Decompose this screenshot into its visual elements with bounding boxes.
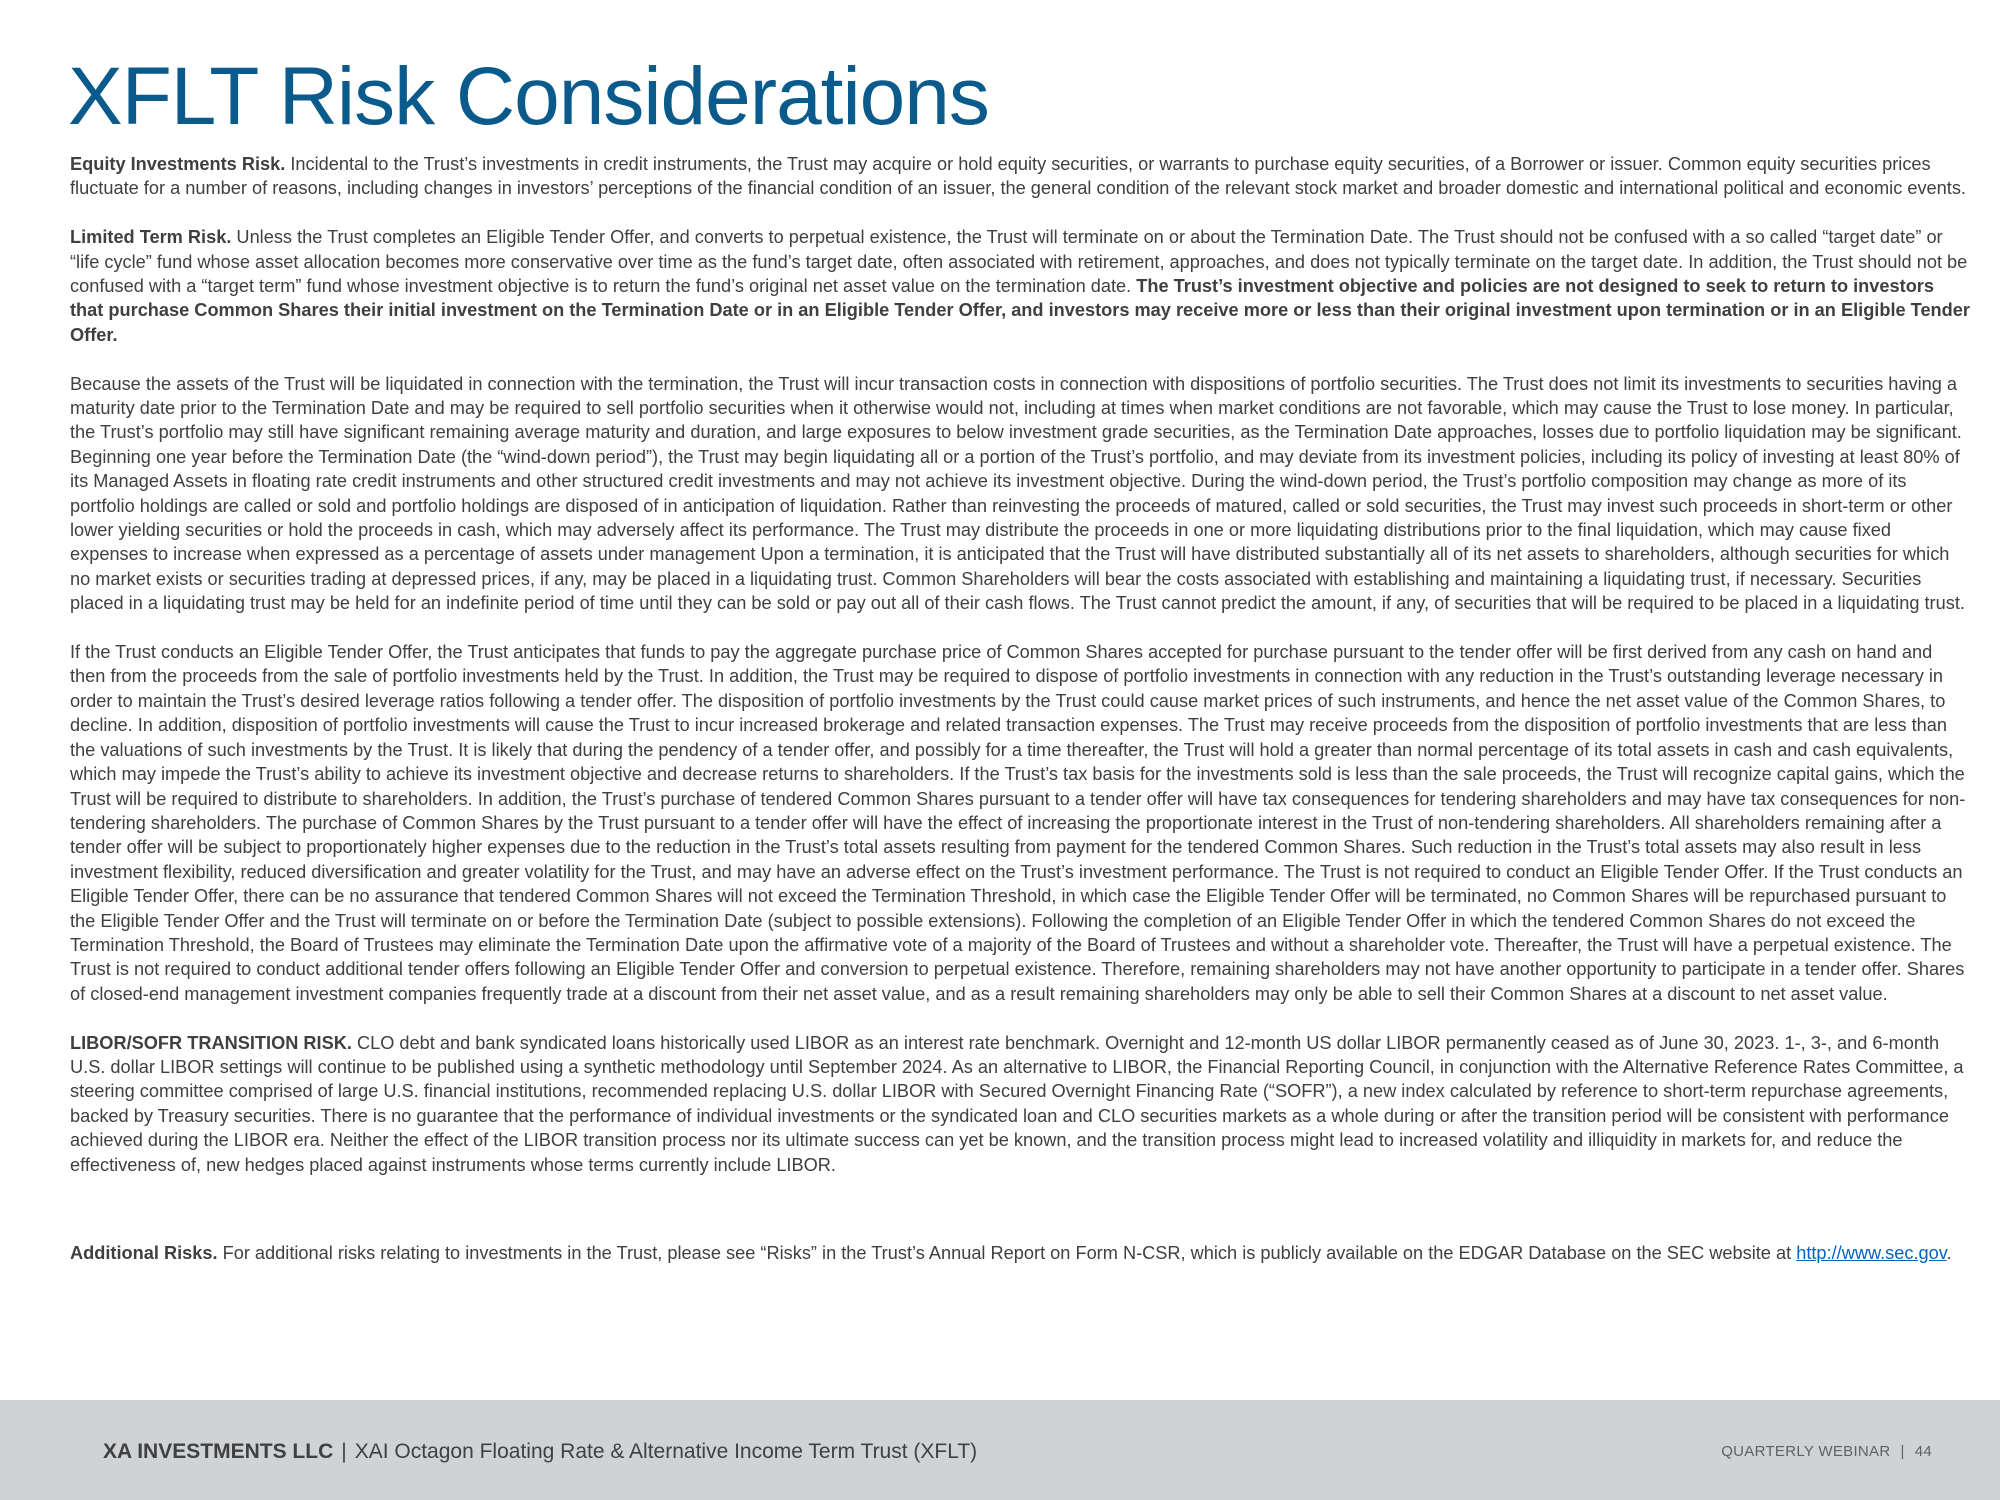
footer-bar bbox=[0, 1400, 2000, 1500]
section-text: For additional risks relating to investments in the Trust, please see “Risks” in the Trust’s Annual Report on Form N-CSR, which is publicly available on the EDGAR Database on the SEC website at bbox=[217, 1243, 1797, 1263]
page-number: 44 bbox=[1914, 1443, 1932, 1460]
libor-sofr-transition-risk bbox=[70, 1031, 1970, 1177]
tender-offer-paragraph bbox=[70, 640, 1970, 1006]
limited-term-risk bbox=[70, 225, 1970, 347]
sec-website-link[interactable]: http://www.sec.gov bbox=[1796, 1243, 1947, 1263]
section-text: Because the assets of the Trust will be liquidated in connection with the termination, the Trust will incur transaction costs in connection with dispositions of portfolio securities. The Trust does not limit its investments to securities having a maturity date prior to the Termination Date and may be required to sell portfolio securities when it otherwise would not, including at times when market conditions are not favorable, which may cause the Trust to lose money. In particular, the Trust’s portfolio may still have significant remaining average maturity and duration, and large exposures to below investment grade securities, as the Termination Date approaches, losses due to portfolio liquidation may be significant. Beginning one year before the Termination Date (the “wind-down period”), the Trust may begin liquidating all or a portion of the Trust’s portfolio, and may deviate from its investment policies, including its policy of investing at least 80% of its Managed Assets in floating rate credit instruments and other structured credit investments and may not achieve its investment objective. During the wind-down period, the Trust’s portfolio composition may change as more of its portfolio holdings are called or sold and portfolio holdings are disposed of in anticipation of liquidation. Rather than reinvesting the proceeds of matured, called or sold securities, the Trust may invest such proceeds in short-term or other lower yielding securities or hold the proceeds in cash, which may adversely affect its performance. The Trust may distribute the proceeds in one or more liquidating distributions prior to the final liquidation, which may cause fixed expenses to increase when expressed as a percentage of assets under management Upon a termination, it is anticipated that the Trust will have distributed substantially all of its net assets to shareholders, although securities for which no market exists or securities trading at depressed prices, if any, may be placed in a liquidating trust. Common Shareholders will bear the costs associated with establishing and maintaining a liquidating trust, if necessary. Securities placed in a liquidating trust may be held for an indefinite period of time until they can be sold or pay out all of their cash flows. The Trust cannot predict the amount, if any, of securities that will be required to be placed in a liquidating trust. bbox=[70, 373, 1965, 614]
footer-webinar-label: QUARTERLY WEBINAR bbox=[1721, 1443, 1891, 1460]
footer-page-separator: | bbox=[1900, 1443, 1905, 1460]
section-text: Unless the Trust completes an Eligible Tender Offer, and converts to perpetual existence, the Trust will terminate on or about the Termination Date. The Trust should not be confused with a so called “target date” or “life cycle” fund whose asset allocation becomes more conservative over time as the fund’s target date, often associated with retirement, approaches, and does not typically terminate on the target date. In addition, the Trust should not be confused with a “target term” fund whose investment objective is to return the fund’s original net asset value on the termination date. bbox=[70, 227, 1968, 297]
footer-separator: | bbox=[341, 1440, 347, 1463]
footer-left bbox=[103, 1440, 977, 1464]
section-text: Incidental to the Trust’s investments in credit instruments, the Trust may acquire or hold equity securities, or warrants to purchase equity securities, of a Borrower or issuer. Common equity securities prices fluctuate for a number of reasons, including changes in investors’ perceptions of the financial condition of an issuer, the general condition of the relevant stock market and broader domestic and international political and economic events. bbox=[70, 154, 1966, 199]
equity-investments-risk bbox=[70, 152, 1970, 201]
section-heading: Equity Investments Risk. bbox=[70, 154, 286, 174]
footer-fund-name: XAI Octagon Floating Rate & Alternative Income Term Trust (XFLT) bbox=[354, 1440, 978, 1463]
section-text: If the Trust conducts an Eligible Tender Offer, the Trust anticipates that funds to pay the aggregate purchase price of Common Shares accepted for purchase pursuant to the tender offer will be first derived from any cash on hand and then from the proceeds from the sale of portfolio investments held by the Trust. In addition, the Trust may be required to dispose of portfolio investments in connection with any reduction in the Trust’s outstanding leverage necessary in order to maintain the Trust’s desired leverage ratios following a tender offer. The disposition of portfolio investments by the Trust could cause market prices of such instruments, and hence the net asset value of the Common Shares, to decline. In addition, disposition of portfolio investments will cause the Trust to incur increased brokerage and related transaction expenses. The Trust may receive proceeds from the disposition of portfolio investments that are less than the valuations of such investments by the Trust. It is likely that during the pendency of a tender offer, and possibly for a time thereafter, the Trust will hold a greater than normal percentage of its total assets in cash and cash equivalents, which may impede the Trust’s ability to achieve its investment objective and decrease returns to shareholders. If the Trust’s tax basis for the investments sold is less than the sale proceeds, the Trust will recognize capital gains, which the Trust will be required to distribute to shareholders. In addition, the Trust’s purchase of tendered Common Shares pursuant to a tender offer will have tax consequences for tendering shareholders and may have tax consequences for non-tendering shareholders. The purchase of Common Shares by the Trust pursuant to a tender offer will have the effect of increasing the proportionate interest in the Trust of non-tendering shareholders. All shareholders remaining after a tender offer will be subject to proportionately higher expenses due to the reduction in the Trust’s total assets resulting from payment for the tendered Common Shares. Such reduction in the Trust’s total assets may also result in less investment flexibility, reduced diversification and greater volatility for the Trust, and may have an adverse effect on the Trust’s investment performance. The Trust is not required to conduct an Eligible Tender Offer. If the Trust conducts an Eligible Tender Offer, there can be no assurance that tendered Common Shares will not exceed the Termination Threshold, in which case the Eligible Tender Offer will be terminated, no Common Shares will be repurchased pursuant to the Eligible Tender Offer and the Trust will terminate on or before the Termination Date (subject to possible extensions). Following the completion of an Eligible Tender Offer in which the tendered Common Shares do not exceed the Termination Threshold, the Board of Trustees may eliminate the Termination Date upon the affirmative vote of a majority of the Board of Trustees and without a shareholder vote. Thereafter, the Trust will have a perpetual existence. The Trust is not required to conduct additional tender offers following an Eligible Tender Offer and conversion to perpetual existence. Therefore, remaining shareholders may not have another opportunity to participate in a tender offer. Shares of closed-end management investment companies frequently trade at a discount from their net asset value, and as a result remaining shareholders may only be able to sell their Common Shares at a discount to net asset value. bbox=[70, 642, 1966, 1004]
page-title: XFLT Risk Considerations bbox=[68, 51, 989, 142]
section-bold-text: The Trust’s investment objective and policies are not designed to seek to return to investors that purchase Common Shares their initial investment on the Termination Date or in an Eligible Tender Offer, and investors may receive more or less than their original investment upon termination or in an Eligible Tender Offer. bbox=[70, 276, 1970, 345]
section-heading: Limited Term Risk. bbox=[70, 227, 232, 248]
section-heading: Additional Risks. bbox=[70, 1243, 218, 1263]
section-text-end: . bbox=[1946, 1243, 1952, 1263]
risk-content bbox=[70, 152, 1970, 1290]
section-heading: LIBOR/SOFR TRANSITION RISK. bbox=[70, 1032, 352, 1053]
footer-right bbox=[1721, 1443, 1932, 1460]
section-text: CLO debt and bank syndicated loans historically used LIBOR as an interest rate benchmark. Overnight and 12-month US dollar LIBOR permanently ceased as of June 30, 2023. 1-, 3-, and 6-month U.S. dollar LIBOR settings will continue to be published using a synthetic methodology until September 2024. As an alternative to LIBOR, the Financial Reporting Council, in conjunction with the Alternative Reference Rates Committee, a steering committee comprised of large U.S. financial institutions, recommended replacing U.S. dollar LIBOR with Secured Overnight Financing Rate (“SOFR”), a new index calculated by reference to short-term repurchase agreements, backed by Treasury securities. There is no guarantee that the performance of individual investments or the syndicated loan and CLO securities markets as a whole during or after the transition period will be consistent with performance achieved during the LIBOR era. Neither the effect of the LIBOR transition process nor its ultimate success can yet be known, and the transition process might lead to increased volatility and illiquidity in markets for, and reduce the effectiveness of, new hedges placed against instruments whose terms currently include LIBOR. bbox=[70, 1032, 1964, 1175]
additional-risks bbox=[70, 1241, 1970, 1265]
footer-company: XA INVESTMENTS LLC bbox=[103, 1440, 334, 1463]
liquidation-paragraph bbox=[70, 372, 1970, 616]
